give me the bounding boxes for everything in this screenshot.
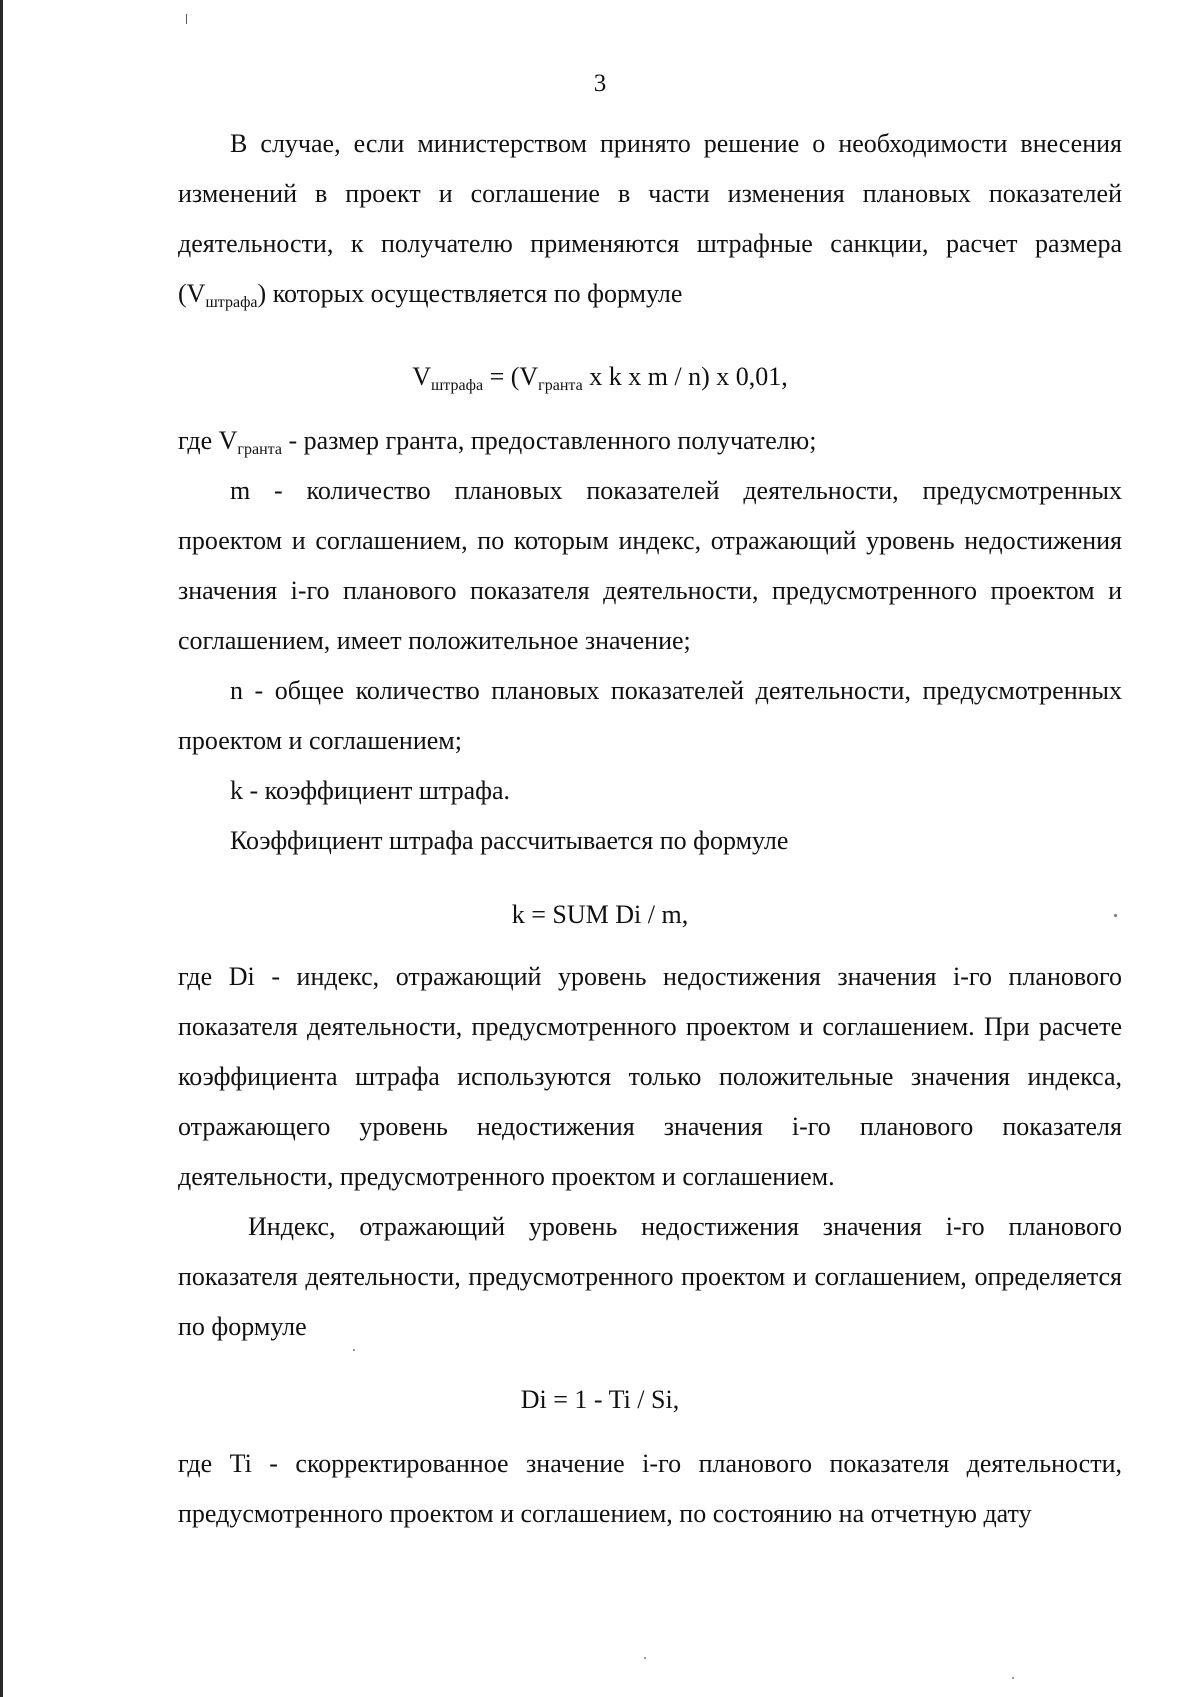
definition-k: k - коэффициент штрафа. [230, 776, 511, 805]
subscript-shtrafa: штрафа [205, 294, 258, 311]
definition-n: n - общее количество плановых показателей деятельности, предусмотренных проектом и соглашением; [178, 676, 1122, 755]
paragraph-tail: ) которых осуществляется по формуле [257, 279, 683, 308]
formula-sub-shtrafa: штрафа [430, 377, 484, 394]
scan-left-edge [0, 0, 3, 1697]
page-number: 3 [593, 70, 607, 97]
formula-index: Di = 1 - Ti / Si, [520, 1385, 680, 1414]
v-symbol: V [186, 279, 206, 308]
definitions-block [178, 416, 1122, 866]
definition-di-block [178, 952, 1122, 1352]
definition-v-granta: где $V_{гранта}$ - размер гранта, предоставленного получателю; [178, 426, 817, 458]
definition-ti-block [178, 1439, 1122, 1539]
index-intro: Индекс, отражающий уровень недостижения значения i-го планового показателя деятельности, предусмотренного проектом и соглашением, определяется по формуле [178, 1212, 1122, 1341]
definition-di: где Di - индекс, отражающий уровень недостижения значения i-го планового показателя деятельности, предусмотренного проектом и соглашением. При расчете коэффициента штрафа используются только положительные значения индекса, отражающего уровень недостижения значения i-го планового показателя деятельности, предусмотренного проектом и соглашением. [178, 962, 1122, 1191]
scan-speck [1012, 1677, 1014, 1679]
definition-m: m - количество плановых показателей деятельности, предусмотренных проектом и соглашением, по которым индекс, отражающий уровень недостижения значения i-го планового показателя деятельности, предусмотренного проектом и соглашением, имеет положительное значение; [178, 476, 1122, 655]
formula-tail: x k x m / n) x 0,01, [582, 362, 788, 391]
scan-speck [644, 1657, 646, 1659]
paragraph-penalty-intro [178, 119, 1122, 319]
definition-ti: где Ti - скорректированное значение i-го планового показателя деятельности, предусмотренного проектом и соглашением, по состоянию на отчетную дату [178, 1449, 1122, 1528]
formula-penalty [0, 357, 1200, 397]
formula-coefficient: k = SUM Di / m, [511, 900, 689, 929]
formula-sub-granta: гранта [538, 377, 583, 394]
paragraph-text: В случае, если министерством принято решение о необходимости внесения изменений в проект и соглашение в части изменения плановых показателей деятельности, к получателю применяются штрафные санкции, расчет размера ( [178, 129, 1122, 308]
coefficient-intro: Коэффициент штрафа рассчитывается по формуле [230, 826, 789, 855]
scan-mark [186, 14, 187, 24]
formula-v: V [412, 362, 431, 391]
formula-mid: = (V [483, 362, 539, 391]
